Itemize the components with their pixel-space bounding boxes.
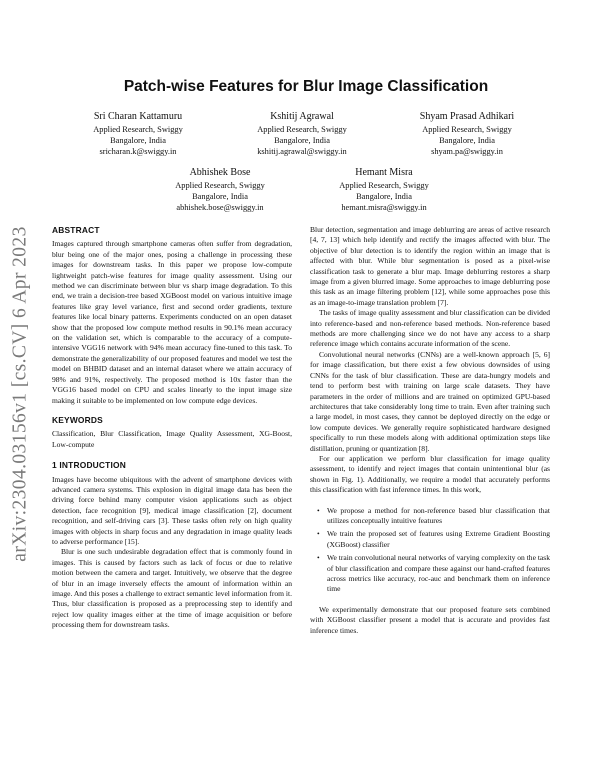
- author-email: shyam.pa@swiggy.in: [431, 147, 503, 156]
- paper-title: Patch-wise Features for Blur Image Classification: [123, 78, 489, 95]
- author-block: [314, 166, 454, 213]
- left-column: [52, 225, 292, 631]
- arxiv-stamp: [8, 214, 34, 574]
- author-block: [150, 166, 290, 213]
- body-paragraph: We experimentally demonstrate that our proposed feature sets combined with XGBoost classifier present a model that is accurate and provides fast inference times.: [310, 604, 550, 635]
- list-item: • We propose a method for non-reference based blur classification that utilizes conceptually intuitive features: [310, 506, 550, 527]
- author-affiliation: Applied Research, Swiggy: [175, 181, 265, 190]
- author-name: Kshitij Agrawal: [270, 111, 334, 122]
- body-paragraph: The tasks of image quality assessment and blur classification can be divided into reference-based and non-reference based methods. Non-reference based methods are more challenging since we do not have any access to a sharp reference image which contains accurate information of the scene.: [310, 308, 550, 349]
- right-column: [310, 225, 550, 636]
- author-location: Bangalore, India: [274, 136, 330, 145]
- keywords-heading: KEYWORDS: [52, 414, 103, 425]
- keywords-text: Classification, Blur Classification, Image Quality Assessment, XG-Boost, Low-compute: [52, 429, 292, 449]
- author-email: hemant.misra@swiggy.in: [341, 203, 427, 212]
- abstract-heading: ABSTRACT: [52, 225, 100, 235]
- author-affiliation: Applied Research, Swiggy: [93, 125, 183, 134]
- author-location: Bangalore, India: [439, 136, 495, 145]
- author-location: Bangalore, India: [192, 192, 248, 201]
- body-paragraph: Blur detection, segmentation and image deblurring are areas of active research [4, 7, 13] which help identify and rectify the images affected with blur. The objective of blur detection is to identify the region within an image that is affected with blur. While blur segmentation is posed as a pixel-wise classification task to generate a blur map. Image deblurring restores a sharp image from a given blurred image. Some approaches to image deblurring pose this task as an image filtering problem [12], while some approaches pose this as an image-to-image translation problem [7].: [310, 225, 550, 307]
- author-email: abhishek.bose@swiggy.in: [176, 203, 264, 212]
- author-block: [68, 110, 208, 157]
- contribution-list: [310, 506, 550, 595]
- body-paragraph: For our application we perform blur classification for image quality assessment, to identify and reject images that contain unintentional blur (as shown in Fig. 1). Additionally, we require a model that accurately performs this classification with fast inference times. In this work,: [310, 453, 550, 495]
- author-block: [232, 110, 372, 157]
- introduction-paragraph: Blur is one such undesirable degradation effect that is commonly found in images. This is caused by factors such as lack of focus or due to relative motion between the camera and target. Intuitively, we observe that the degree of blur in an image inversely effects the amount of information within an image. And this poses a challenge to extract semantic level information from it. Thus, blur classification is proposed as a preprocessing step to identify and reject low quality images either at the time of image acquisition or before processing them for downstream tasks.: [52, 547, 292, 630]
- author-affiliation: Applied Research, Swiggy: [257, 125, 347, 134]
- author-location: Bangalore, India: [110, 136, 166, 145]
- author-affiliation: Applied Research, Swiggy: [339, 181, 429, 190]
- author-email: sricharan.k@swiggy.in: [99, 147, 177, 156]
- author-name: Sri Charan Kattamuru: [93, 111, 183, 122]
- author-location: Bangalore, India: [356, 192, 412, 201]
- author-name: Hemant Misra: [355, 167, 413, 178]
- arxiv-stamp-text: arXiv:2304.03156v1 [cs.CV] 6 Apr 2023: [10, 226, 31, 562]
- body-paragraph: Convolutional neural networks (CNNs) are a well-known approach [5, 6] for image classification, but there exist a few obvious downsides of using CNNs for the task of blur classification. These are data-hungry models and tend to perform best with training on large scale datasets. They have parameters in the order of millions and are trained on optimized GPU-based architectures that take considerably long time to train. Even after training such a large model, in most cases, they cannot be deployed directly on the edge or low compute devices. We generally require sophisticated hardware designed specifically to run these models along with additional optimization steps like distillation, pruning or quantization [8].: [310, 349, 550, 453]
- abstract-text: Images captured through smartphone cameras often suffer from degradation, blur being one of the major ones, posing a challenge in processing these images for downstream tasks. In this paper we propose low-compute lightweight patch-wise features for image quality assessment. Using our method we can discriminate between blur vs sharp image degradation. To this end, we train a decision-tree based XGBoost model on various intuitive image features like gray level variance, first and second order gradients, texture features like local binary patterns. Experiments conducted on an open dataset show that the proposed low compute method results in 90.1% mean accuracy on the validation set, which is comparable to the accuracy of a compute-intensive VGG16 network with 94% mean accuracy fine-tuned to this task. To demonstrate the generalizability of our proposed features and model we test the model on BHBID dataset and an internal dataset where we attain accuracy of 98% and 91%, respectively. The proposed method is 10x faster than the VGG16 based model on CPU and scales linearly to the input image size making it suitable to be implemented on low compute edge devices.: [52, 239, 292, 405]
- author-name: Shyam Prasad Adhikari: [419, 111, 515, 122]
- list-item: • We train convolutional neural networks of varying complexity on the task of blur classification and compare these against our hand-crafted features across metrics like accuracy, roc-auc and benchmark them on inference time: [310, 553, 550, 595]
- author-email: kshitij.agrawal@swiggy.in: [257, 147, 347, 156]
- author-block: [392, 110, 542, 157]
- introduction-heading: 1 INTRODUCTION: [52, 460, 126, 471]
- introduction-paragraph: Images have become ubiquitous with the advent of smartphone devices with advanced camera systems. This explosion in digital image data has been the driving force behind many computer vision applications such as object detection, face recognition [9], medical image classification [2], document recognition, and self-driving cars [3]. These tasks often rely on high quality images with objects in sharp focus and any degradation in image quality leads to adverse performance [15].: [52, 474, 292, 546]
- author-name: Abhishek Bose: [189, 167, 251, 178]
- author-affiliation: Applied Research, Swiggy: [422, 125, 512, 134]
- list-item: • We train the proposed set of features using Extreme Gradient Boosting (XGBoost) classifier: [310, 529, 550, 550]
